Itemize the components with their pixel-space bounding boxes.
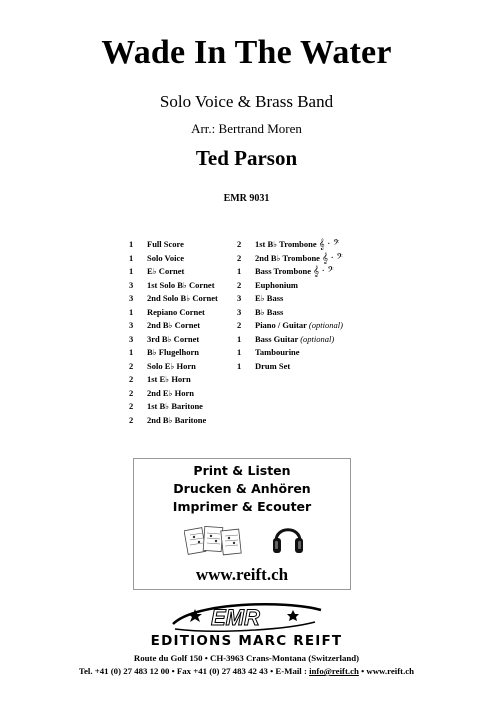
instrument-name: B♭ Flugelhorn: [147, 347, 199, 357]
instrument-row: [237, 306, 343, 320]
instrument-row: [129, 319, 218, 333]
catalog-number: EMR 9031: [223, 193, 270, 204]
instrument-quantity: 1: [237, 360, 242, 371]
instrument-quantity: 3: [129, 320, 134, 330]
instrument-row: [129, 333, 218, 347]
instrument-quantity: 1: [129, 306, 134, 317]
instrument-quantity: 2: [237, 239, 242, 249]
svg-text:EMR: EMR: [211, 605, 260, 630]
subtitle: Solo Voice & Brass Band: [159, 92, 334, 111]
instrument-quantity: 3: [129, 293, 134, 303]
instrument-row: [129, 387, 218, 401]
instrument-row: [237, 238, 343, 252]
instrument-name: Full Score: [147, 239, 184, 249]
instrument-quantity: 3: [237, 293, 242, 303]
instrument-row: [129, 279, 218, 293]
instrument-row: [129, 292, 218, 306]
instrument-quantity: 2: [129, 414, 134, 425]
email-link[interactable]: info@reift.ch: [309, 666, 359, 676]
piece-title: Wade In The Water: [101, 34, 392, 71]
instrument-name: 2nd E♭ Horn: [147, 387, 194, 398]
instrument-name: Euphonium: [255, 279, 298, 290]
instrument-name: E♭ Cornet: [147, 266, 185, 276]
instrument-row: [237, 333, 343, 347]
promo-line-english: Print & Listen: [193, 463, 291, 478]
instrument-row: [237, 265, 343, 279]
instrument-quantity: 1: [129, 347, 134, 357]
instrument-quantity: 3: [129, 333, 134, 344]
clef-icon: 𝄞 · 𝄢: [322, 252, 343, 264]
instrument-row: [237, 252, 343, 266]
arranger: Arr.: Bertrand Moren: [191, 121, 302, 136]
contact-phone-fax: Tel. +41 (0) 27 483 12 00 • Fax +41 (0) 27 483 42 43 • E-Mail :: [78, 666, 310, 676]
instrument-name: B♭ Bass: [255, 306, 284, 317]
instrument-row: [237, 346, 343, 360]
instrument-row: [237, 292, 343, 306]
print-listen-box[interactable]: [133, 458, 351, 590]
promo-line-german: Drucken & Anhören: [173, 481, 311, 496]
instrument-name: 2nd B♭ Cornet: [147, 320, 201, 330]
instrument-quantity: 3: [237, 306, 242, 317]
instrument-name: Solo E♭ Horn: [147, 360, 196, 371]
instrument-row: [129, 252, 218, 266]
optional-note: (optional): [300, 333, 335, 344]
instrument-name: 1st B♭ Trombone: [255, 239, 317, 249]
instrument-row: [237, 319, 343, 333]
instrument-name: Repiano Cornet: [147, 306, 205, 317]
instrument-name: 1st E♭ Horn: [147, 374, 191, 384]
instrument-name: 1st Solo B♭ Cornet: [147, 279, 215, 290]
clef-icon: 𝄞 · 𝄢: [318, 239, 340, 250]
publisher-address: Route du Golf 150 • CH-3963 Crans-Montana (Switzerland): [133, 653, 360, 663]
instrument-quantity: 1: [237, 266, 242, 276]
instrument-quantity: 2: [237, 252, 242, 263]
headphones-icon: [271, 517, 305, 557]
sheet-music-icon: [184, 523, 244, 559]
instrument-quantity: 2: [237, 279, 242, 290]
instrument-row: [129, 360, 218, 374]
instrument-name: Piano / Guitar: [255, 320, 307, 330]
instrument-quantity: 3: [129, 279, 134, 290]
instrument-row: [129, 373, 218, 387]
optional-note: (optional): [308, 320, 343, 330]
instrument-name: 3rd B♭ Cornet: [147, 333, 200, 344]
website-link[interactable]: www.reift.ch: [195, 565, 289, 584]
instrument-row: [129, 414, 218, 428]
instrument-name: 2nd B♭ Trombone: [255, 252, 320, 263]
publisher-contact: [0, 666, 493, 676]
composer: Ted Parson: [195, 146, 298, 170]
clef-icon: 𝄞 · 𝄢: [313, 266, 334, 277]
instrument-row: [129, 306, 218, 320]
instrument-list-right: [237, 238, 343, 373]
instrument-row: [129, 400, 218, 414]
instrument-name: Drum Set: [255, 360, 291, 371]
instrument-name: Bass Trombone: [255, 266, 311, 276]
instrument-row: [129, 238, 218, 252]
instrument-quantity: 1: [129, 239, 134, 249]
instrument-quantity: 2: [237, 320, 242, 330]
instrument-quantity: 1: [129, 266, 134, 276]
instrument-name: Tambourine: [255, 347, 300, 357]
instrument-row: [237, 360, 343, 374]
instrument-list-left: [129, 238, 218, 427]
instrument-row: [129, 346, 218, 360]
instrument-quantity: 2: [129, 374, 134, 384]
instrument-name: 2nd Solo B♭ Cornet: [147, 293, 218, 303]
publisher-name: EDITIONS MARC REIFT: [150, 633, 343, 649]
instrument-row: [129, 265, 218, 279]
instrument-name: 1st B♭ Baritone: [147, 401, 203, 411]
instrument-quantity: 2: [129, 401, 134, 411]
instrument-quantity: 1: [237, 333, 242, 344]
instrument-name: E♭ Bass: [255, 293, 284, 303]
instrument-quantity: 2: [129, 387, 134, 398]
instrument-name: Bass Guitar: [255, 333, 299, 344]
contact-website: • www.reift.ch: [358, 666, 415, 676]
instrument-name: Solo Voice: [147, 252, 185, 263]
emr-logo: [165, 600, 329, 634]
promo-line-french: Imprimer & Ecouter: [172, 499, 312, 514]
instrument-quantity: 2: [129, 360, 134, 371]
instrument-quantity: 1: [129, 252, 134, 263]
instrument-name: 2nd B♭ Baritone: [147, 414, 207, 425]
instrument-row: [237, 279, 343, 293]
instrument-quantity: 1: [237, 347, 242, 357]
